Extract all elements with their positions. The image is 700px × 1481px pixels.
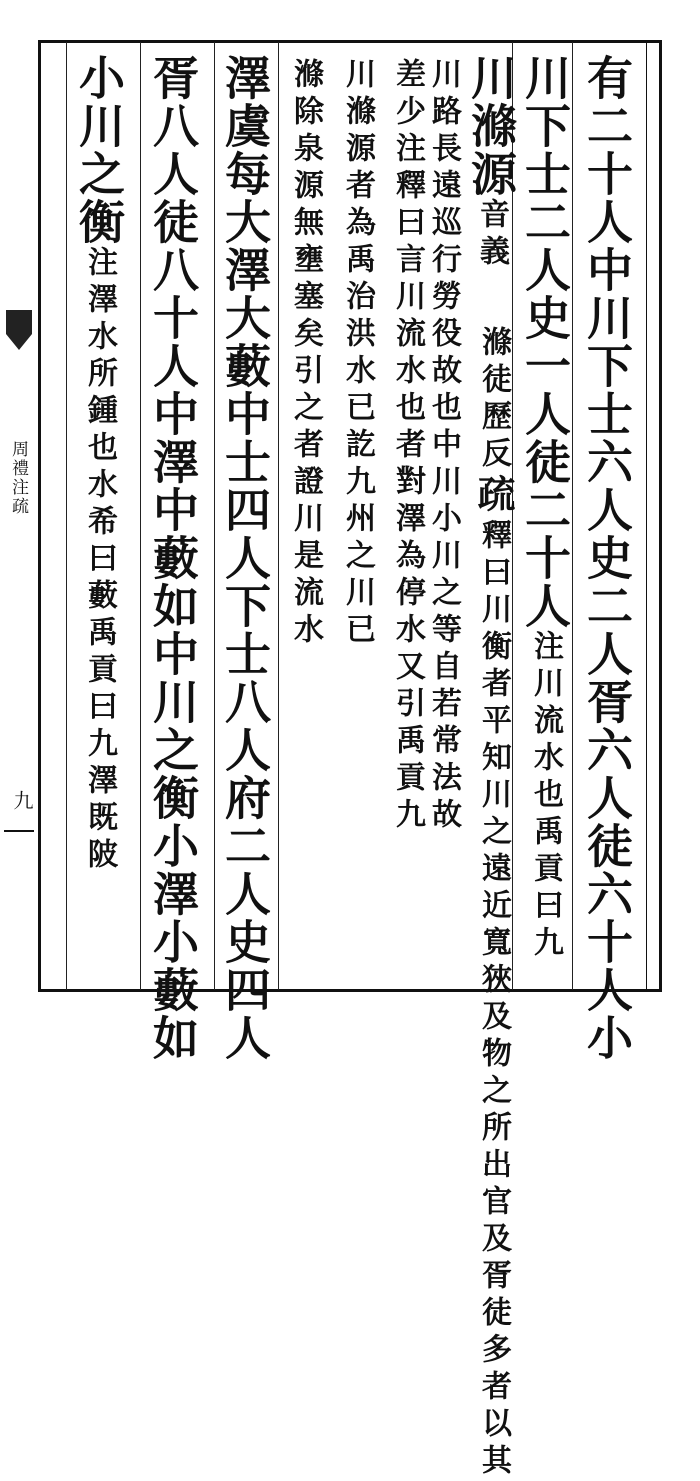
column-10-main: 小川之衡 bbox=[72, 54, 126, 246]
text-column-7: 滌除泉源無壅塞矣引之者證川是流水 bbox=[288, 58, 323, 650]
page-number: 九 bbox=[10, 790, 34, 810]
text-column-3 bbox=[464, 54, 518, 272]
column-divider bbox=[572, 42, 573, 990]
column-3-shu-text: 釋曰川衡者平知川之遠近寬狹及物之所出官及胥徒多者以其 bbox=[476, 519, 511, 1481]
page-number-rule bbox=[4, 830, 34, 832]
text-column-6: 川滌源者為禹治洪水已訖九州之川已 bbox=[340, 58, 375, 650]
column-divider bbox=[278, 42, 279, 990]
book-title: 周禮注疏 bbox=[8, 440, 28, 516]
column-divider bbox=[214, 42, 215, 990]
text-column-5: 差少注釋曰言川流水也者對澤為停水又引禹貢九 bbox=[390, 58, 425, 835]
column-3-shu: 疏 bbox=[471, 474, 516, 519]
text-column-1: 有二十人中川下士六人史二人胥六人徒六十人小 bbox=[580, 54, 634, 1062]
fishtail-mark-icon bbox=[6, 310, 32, 350]
column-3-yinyi: 音義 bbox=[474, 198, 509, 272]
text-column-9: 胥八人徒八十人中澤中藪如中川之衡小澤小藪如 bbox=[146, 54, 200, 1062]
column-2-main: 川下士二人史一人徒二十人 bbox=[518, 54, 572, 630]
text-column-3-note bbox=[471, 326, 516, 1481]
text-column-4: 川路長遠巡行勞役故也中川小川之等自若常法故 bbox=[426, 58, 461, 835]
column-2-annotation: 注川流水也禹貢曰九 bbox=[528, 630, 563, 963]
text-column-8: 澤虞每大澤大藪中士四人下士八人府二人史四人 bbox=[218, 54, 272, 1062]
frame-inner-line bbox=[646, 40, 647, 992]
column-3-pron: 滌徒歷反 bbox=[476, 326, 511, 474]
column-10-annotation: 注澤水所鍾也水希曰藪禹貢曰九澤既陂 bbox=[82, 246, 117, 875]
column-3-main: 川滌源 bbox=[464, 54, 518, 198]
text-column-10 bbox=[72, 54, 126, 875]
column-divider bbox=[66, 42, 67, 990]
column-divider bbox=[140, 42, 141, 990]
text-column-2 bbox=[518, 54, 572, 963]
